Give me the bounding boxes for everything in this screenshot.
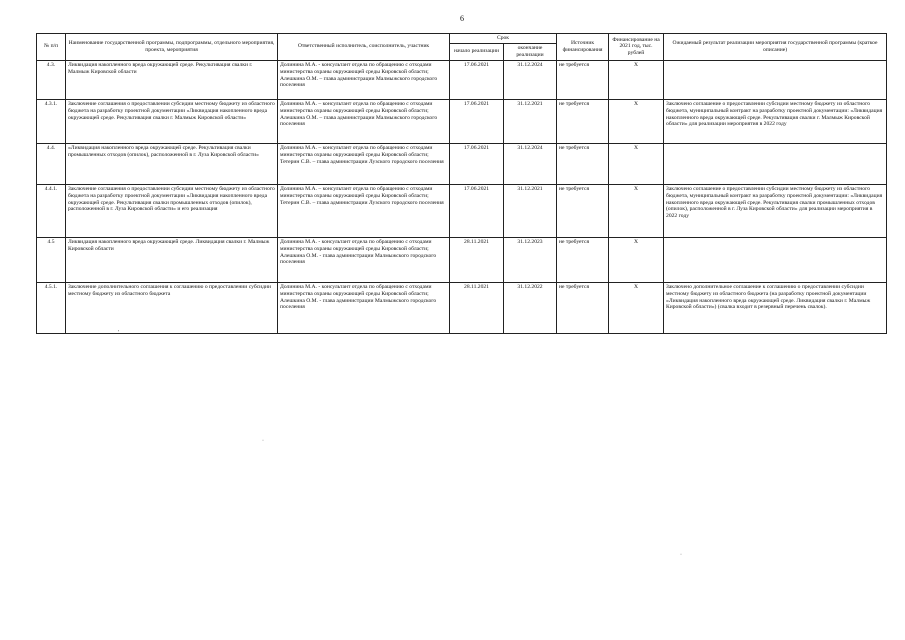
row-num: 4.3. — [37, 60, 66, 99]
row-end: 31.12.2024 — [504, 143, 557, 184]
row-result: Заключено дополнительное соглашение к соглашению о предоставлении субсидии местному бюджету из областного бюджета (на разработку проектной документации «Ликвидация накопленного вреда окружающей среде. Ликвидация свалки г. Малмыж Кировской области») (свалка входит в резервный перечень свалок). — [664, 282, 887, 333]
row-name: Заключение соглашения о предоставлении субсидии местному бюджету из областного бюджета на разработку проектной документации «Ликвидация накопленного вреда окружающей среде. Рекультивация свалки г. Малмыж Кировской области» — [66, 99, 278, 143]
row-result: Заключено соглашение о предоставлении субсидии местному бюджету из областного бюджета, муниципальный контракт на разработку проектной документации: «Ликвидация накопленного вреда окружающей среде. Рекультивация свалки г. Малмыж Кировской области» для реализации мероприятия в 2022 году — [664, 99, 887, 143]
header-funding: Финансирование на 2021 год, тыс. рублей — [609, 34, 664, 61]
row-source: не требуется — [557, 143, 609, 184]
row-executor: Долинина М.А. – консультант отдела по обращению с отходами министерства охраны окружающей среды Кировской области; Алешкина О.М. – глава администрации Малмыжского городского поселения — [278, 99, 450, 143]
row-source: не требуется — [557, 282, 609, 333]
row-num: 4.3.1. — [37, 99, 66, 143]
row-executor: Долинина М.А. - консультант отдела по обращению с отходами министерства охраны окружающей среды Кировской области; Алешкина О.М. - глава администрации Малмыжского городского поселения — [278, 237, 450, 282]
row-result — [664, 143, 887, 184]
row-name: «Ликвидация накопленного вреда окружающей среде. Рекультивация свалки промышленных отходов (опилок), расположенной в г. Луза Кировской области» — [66, 143, 278, 184]
row-source: не требуется — [557, 237, 609, 282]
row-executor: Долинина М.А. – консультант отдела по обращению с отходами министерства охраны окружающей среды Кировской области; Тетерин С.В. – глава администрации Лузского городского поселения — [278, 184, 450, 237]
table-row — [37, 143, 887, 184]
row-num: 4.4. — [37, 143, 66, 184]
row-num: 4.4.1. — [37, 184, 66, 237]
scan-speck: · — [680, 552, 682, 558]
header-result: Ожидаемый результат реализации мероприятия государственной программы (краткое описание) — [664, 34, 887, 61]
row-name: Заключение соглашения о предоставлении субсидии местному бюджету из областного бюджета на разработку проектной документации «Ликвидация накопленного вреда окружающей среде. Рекультивация свалки промышленных отходов (опилок), расположенной в г. Луза Кировской области» и его реализация — [66, 184, 278, 237]
row-funding: Х — [609, 60, 664, 99]
row-funding: Х — [609, 143, 664, 184]
row-end: 31.12.2023 — [504, 237, 557, 282]
header-start: начало реализации — [450, 43, 504, 60]
table-row — [37, 184, 887, 237]
row-source: не требуется — [557, 60, 609, 99]
row-source: не требуется — [557, 99, 609, 143]
row-funding: Х — [609, 237, 664, 282]
row-name: Ликвидация накопленного вреда окружающей среде. Рекультивация свалки г. Малмыж Кировской области — [66, 60, 278, 99]
row-funding: Х — [609, 184, 664, 237]
page-number: 6 — [460, 14, 464, 23]
row-end: 31.12.2024 — [504, 60, 557, 99]
row-start: 17.06.2021 — [450, 143, 504, 184]
header-name: Наименование государственной программы, подпрограммы, отдельного мероприятия, проекта, мероприятия — [66, 34, 278, 61]
row-result — [664, 237, 887, 282]
scan-speck: ' — [118, 330, 120, 336]
row-executor: Долинина М.А. - консультант отдела по обращению с отходами министерства охраны окружающей среды Кировской области; Алешкина О.М. – глава администрации Малмыжского городского поселения — [278, 60, 450, 99]
table-row — [37, 282, 887, 333]
row-funding: Х — [609, 282, 664, 333]
row-start: 28.11.2021 — [450, 237, 504, 282]
row-num: 4.5 — [37, 237, 66, 282]
header-executor: Ответственный исполнитель, соисполнитель, участник — [278, 34, 450, 61]
row-funding: Х — [609, 99, 664, 143]
row-end: 31.12.2021 — [504, 184, 557, 237]
scan-speck: · — [262, 438, 264, 444]
row-name: Ликвидация накопленного вреда окружающей среде. Ликвидация свалки г. Малмыж Кировской области — [66, 237, 278, 282]
header-end: окончание реализации — [504, 43, 557, 60]
row-executor: Долинина М.А. - консультант отдела по обращению с отходами министерства охраны окружающей среды Кировской области; Алешкина О.М. - глава администрации Малмыжского городского поселения — [278, 282, 450, 333]
row-end: 31.12.2021 — [504, 99, 557, 143]
row-start: 17.06.2021 — [450, 99, 504, 143]
row-source: не требуется — [557, 184, 609, 237]
table-row — [37, 60, 887, 99]
header-term: Срок — [450, 34, 557, 44]
row-start: 17.06.2021 — [450, 60, 504, 99]
table-row — [37, 237, 887, 282]
row-start: 28.11.2021 — [450, 282, 504, 333]
row-start: 17.06.2021 — [450, 184, 504, 237]
row-end: 31.12.2022 — [504, 282, 557, 333]
row-result: Заключено соглашение о предоставлении субсидии местному бюджету из областного бюджета, муниципальный контракт на разработку проектной документации: «Ликвидация накопленного вреда окружающей среде. Рекультивация свалки промышленных отходов (опилок), расположенной в г. Луза Кировской области» для реализации мероприятия в 2022 году — [664, 184, 887, 237]
program-table — [36, 33, 887, 334]
row-name: Заключение дополнительного соглашения к соглашению о предоставлении субсидии местному бюджету из областного бюджета — [66, 282, 278, 333]
header-num: № п/п — [37, 34, 66, 61]
row-num: 4.5.1. — [37, 282, 66, 333]
table-row — [37, 99, 887, 143]
row-executor: Долинина М.А. – консультант отдела по обращению с отходами министерства охраны окружающей среды Кировской области; Тетерин С.В. – глава администрации Лузского городского поселения — [278, 143, 450, 184]
row-result — [664, 60, 887, 99]
header-source: Источник финансирования — [557, 34, 609, 61]
